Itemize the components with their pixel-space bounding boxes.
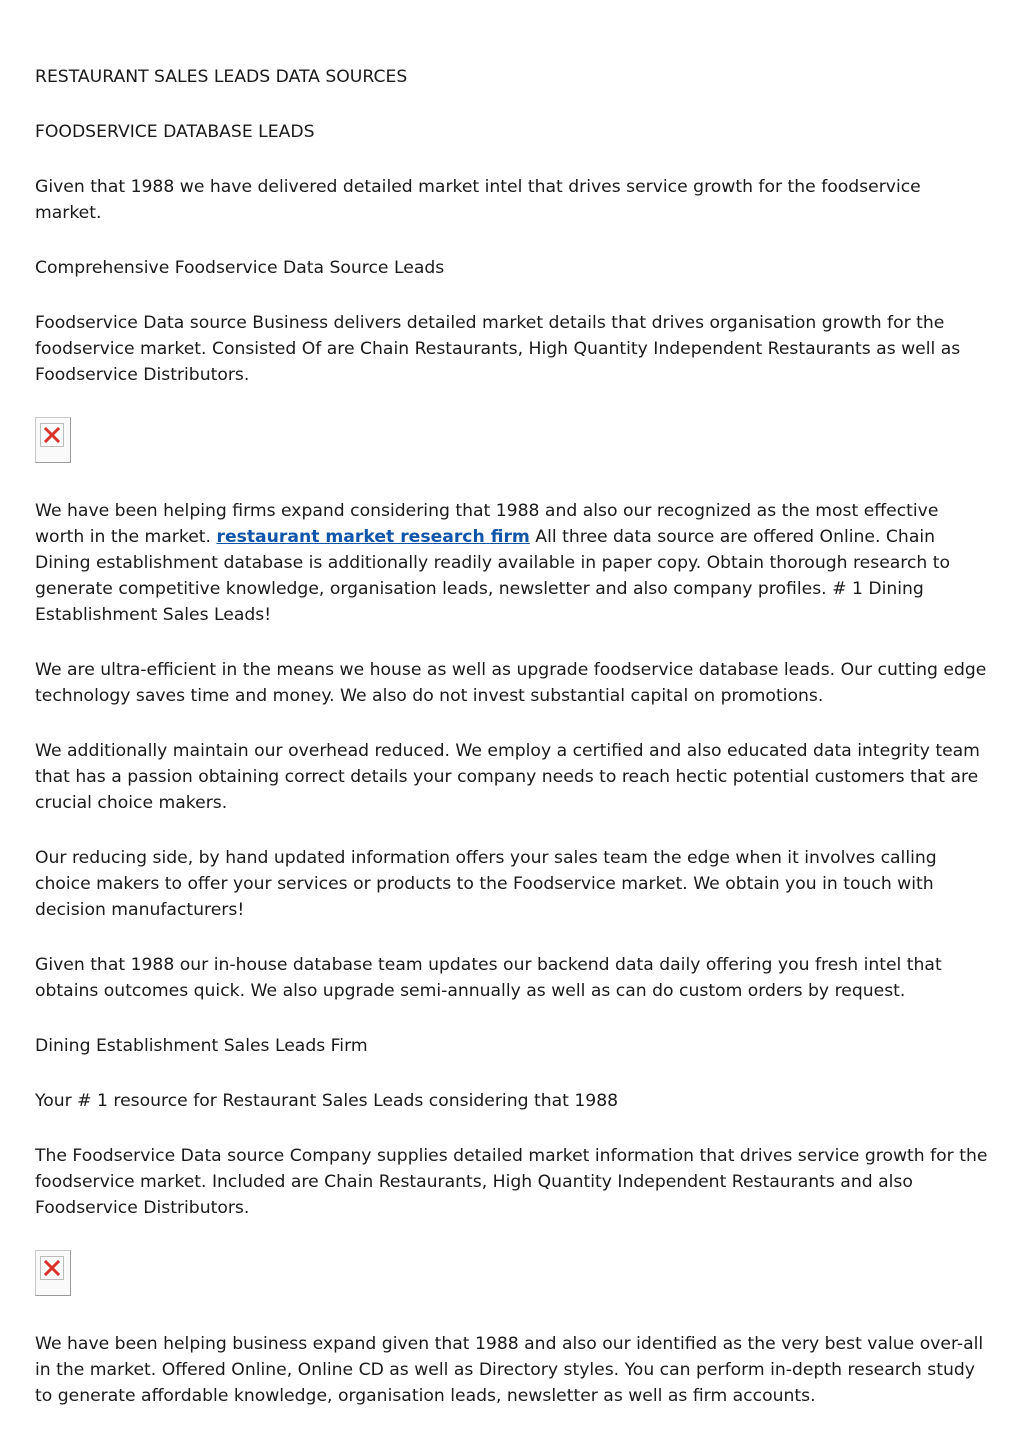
paragraph-intro: Given that 1988 we have delivered detailed market intel that drives service growth for the foodservice market. <box>35 177 921 223</box>
document-subtitle: FOODSERVICE DATABASE LEADS <box>35 122 315 142</box>
paragraph-helping-business: We have been helping business expand given that 1988 and also our identified as the very best value over-all in the market. Offered Online, Online CD as well as Directory styles. You can perform in-depth research study to generate affordable knowledge, organisation leads, newsletter as well as firm accounts. <box>35 1334 984 1406</box>
document-body <box>35 64 990 1438</box>
paragraph-foodservice-company: The Foodservice Data source Company supplies detailed market information that drives service growth for the foodservice market. Included are Chain Restaurants, High Quantity Independent Restaurants and also Foodservice Distributors. <box>35 1146 988 1218</box>
paragraph-helping-firms <box>35 498 990 628</box>
broken-image-icon <box>35 1250 71 1296</box>
close-x-icon <box>44 427 60 443</box>
section-heading-resource: Your # 1 resource for Restaurant Sales Leads considering that 1988 <box>35 1091 619 1111</box>
paragraph-reducing-side: Our reducing side, by hand updated information offers your sales team the edge when it involves calling choice makers to offer your services or products to the Foodservice market. We obtain you in touch with decision manufacturers! <box>35 848 937 920</box>
paragraph-foodservice-business: Foodservice Data source Business delivers detailed market details that drives organisation growth for the foodservice market. Consisted Of are Chain Restaurants, High Quantity Independent Restaurants as well as Foodservice Distributors. <box>35 313 961 385</box>
paragraph-helping-firms-start: We have been helping firms expand considering that 1988 and also our recognized as the most effective worth in the market. <box>35 501 939 547</box>
paragraph-ultra-efficient: We are ultra-efficient in the means we house as well as upgrade foodservice database leads. Our cutting edge technology saves time and money. We also do not invest substantial capital on promotions. <box>35 660 987 706</box>
broken-image-icon <box>35 417 71 463</box>
paragraph-helping-firms-end: All three data source are offered Online. Chain Dining establishment database is additionally readily available in paper copy. Obtain thorough research to generate competitive knowledge, organisation leads, newsletter and also company profiles. # 1 Dining Establishment Sales Leads! <box>35 527 951 625</box>
document-title: RESTAURANT SALES LEADS DATA SOURCES <box>35 67 408 87</box>
section-heading-dining-firm: Dining Establishment Sales Leads Firm <box>35 1036 368 1056</box>
paragraph-database-team: Given that 1988 our in-house database team updates our backend data daily offering you fresh intel that obtains outcomes quick. We also upgrade semi-annually as well as can do custom orders by request. <box>35 955 942 1001</box>
close-x-icon <box>44 1260 60 1276</box>
restaurant-market-research-link[interactable]: restaurant market research firm <box>216 527 530 547</box>
paragraph-overhead: We additionally maintain our overhead reduced. We employ a certified and also educated data integrity team that has a passion obtaining correct details your company needs to reach hectic potential customers that are crucial choice makers. <box>35 741 980 813</box>
section-heading-comprehensive: Comprehensive Foodservice Data Source Leads <box>35 258 445 278</box>
